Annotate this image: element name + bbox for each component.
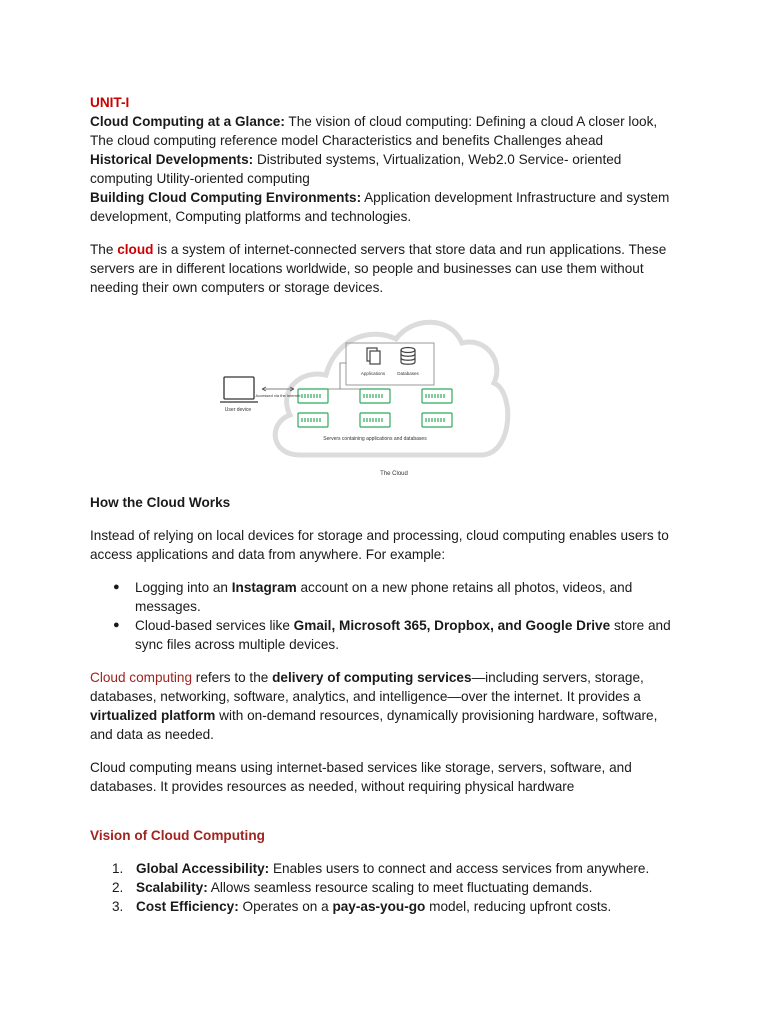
vision-3-num: 3. [112, 899, 124, 914]
vision-2-head: Scalability: [136, 880, 208, 895]
intro-paragraph [90, 240, 680, 297]
vision-1-text: Enables users to connect and access services from anywhere. [269, 861, 650, 876]
vision-3-head: Cost Efficiency: [136, 899, 239, 914]
document-page [90, 93, 680, 916]
topic-2 [90, 150, 680, 188]
bullet-2-bold: Gmail, Microsoft 365, Dropbox, and Google Drive [293, 618, 611, 633]
bullet-1-post: account on a new phone retains all photos, videos, and messages. [135, 580, 633, 614]
topic-1 [90, 112, 680, 150]
server-slots [302, 394, 444, 422]
cloud-diagram [90, 303, 680, 483]
vision-2-text: Allows seamless resource scaling to meet fluctuating demands. [207, 880, 593, 895]
vision-1-num: 1. [112, 861, 124, 876]
applications-label: Applications [360, 371, 386, 376]
bullet-2-pre: Cloud-based services like [135, 618, 294, 633]
bullet-1-bold: Instagram [231, 580, 297, 595]
list-item [90, 878, 680, 897]
apps-db-box [346, 343, 434, 385]
servers-caption: Servers containing applications and databases [323, 436, 427, 442]
intro-pre: The [90, 242, 118, 257]
intro-term: cloud [117, 242, 154, 257]
list-item [90, 859, 680, 878]
vision-3-post: model, reducing upfront costs. [425, 899, 612, 914]
topic-3-body: Application development Infrastructure and system development, Computing platforms and technologies. [90, 190, 670, 224]
accessed-label: Accessed via the Internet [255, 393, 301, 398]
topic-3-head: Building Cloud Computing Environments: [90, 190, 362, 205]
user-device-label: User device [224, 407, 252, 413]
definition-paragraph [90, 668, 680, 744]
laptop-icon [220, 377, 258, 402]
vision-list [90, 859, 680, 916]
list-item [115, 578, 680, 616]
intro-post: is a system of internet-connected servers that store data and run applications. These servers are in different locations worldwide, so people and businesses can use them without needing their own computers or storage devices. [90, 242, 667, 295]
definition-t3: with on-demand resources, dynamically provisioning hardware, software, and data as needed. [90, 708, 658, 742]
topic-3 [90, 188, 680, 226]
vision-heading: Vision of Cloud Computing [90, 828, 265, 843]
bullet-2-post: store and sync files across multiple devices. [135, 618, 671, 652]
list-item [90, 897, 680, 916]
vision-3-bold: pay-as-you-go [332, 899, 426, 914]
cloud-label: The Cloud [380, 471, 408, 477]
topic-1-body: The vision of cloud computing: Defining a cloud A closer look, The cloud computing reference model Characteristics and benefits Challenges ahead [90, 114, 658, 148]
example-list [90, 578, 680, 654]
server-grid [298, 389, 452, 427]
definition-t2: —including servers, storage, databases, networking, software, analytics, and intelligence—over the internet. It provides a [90, 670, 644, 704]
vision-3-pre: Operates on a [238, 899, 333, 914]
how-heading: How the Cloud Works [90, 495, 231, 510]
topic-1-head: Cloud Computing at a Glance: [90, 114, 285, 129]
vision-2-num: 2. [112, 880, 124, 895]
how-paragraph: Instead of relying on local devices for storage and processing, cloud computing enables users to access applications and data from anywhere. For example: [90, 528, 669, 562]
definition-b1: delivery of computing services [272, 670, 472, 685]
unit-heading: UNIT-I [90, 95, 130, 110]
applications-icon [367, 348, 380, 364]
databases-label: Databases [397, 371, 419, 376]
definition-t1: refers to the [192, 670, 273, 685]
summary-paragraph: Cloud computing means using internet-based services like storage, servers, software, and databases. It provides resources as needed, without requiring physical hardware [90, 760, 632, 794]
cloud-diagram-svg [90, 303, 680, 483]
list-item [115, 616, 680, 654]
definition-b2: virtualized platform [90, 708, 216, 723]
database-icon [401, 348, 415, 365]
topic-2-head: Historical Developments: [90, 152, 254, 167]
bullet-1-pre: Logging into an [135, 580, 232, 595]
definition-term: Cloud computing [90, 670, 193, 685]
topic-2-body: Distributed systems, Virtualization, Web2.0 Service- oriented computing Utility-oriented computing [90, 152, 622, 186]
vision-1-head: Global Accessibility: [136, 861, 270, 876]
